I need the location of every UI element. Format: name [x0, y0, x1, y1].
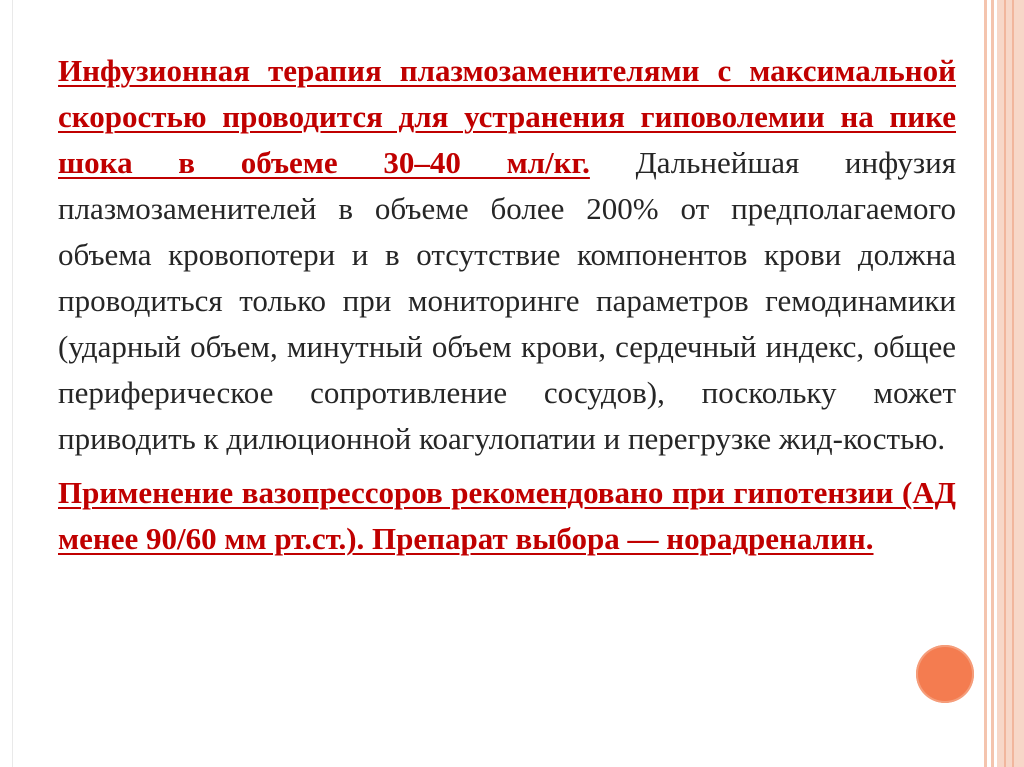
paragraph-vasopressors — [58, 470, 956, 562]
emphasized-text: Применение вазопрессоров рекомендовано при гипотензии (АД менее 90/60 мм рт.ст.). Препарат выбора — норадреналин. — [58, 475, 956, 556]
slide-content — [58, 48, 956, 562]
left-border-line — [12, 0, 13, 767]
stripe — [1012, 0, 1014, 767]
body-text: Дальнейшая инфузия плазмозаменителей в объеме более 200% от предполагаемого объема кровопотери и в отсутствие компонентов крови должна проводиться только при мониторинге параметров гемодинамики (ударный объем, минутный объем крови, сердечный индекс, общее периферическое сопротивление сосудов), поскольку может приводить к дилюционной коагулопатии и перегрузке жид-костью. — [58, 145, 957, 456]
paragraph-infusion-therapy — [58, 48, 956, 462]
stripe — [984, 0, 987, 767]
stripe — [991, 0, 994, 767]
right-decorative-stripes — [984, 0, 1024, 767]
stripe — [997, 0, 1024, 767]
orange-circle-decoration — [916, 645, 974, 703]
emphasized-text: Инфузионная терапия плазмозаменителями с максимальной скоростью проводится для устранения гиповолемии на пике шока в объеме 30–40 мл/кг. — [58, 53, 956, 180]
stripe — [1004, 0, 1006, 767]
